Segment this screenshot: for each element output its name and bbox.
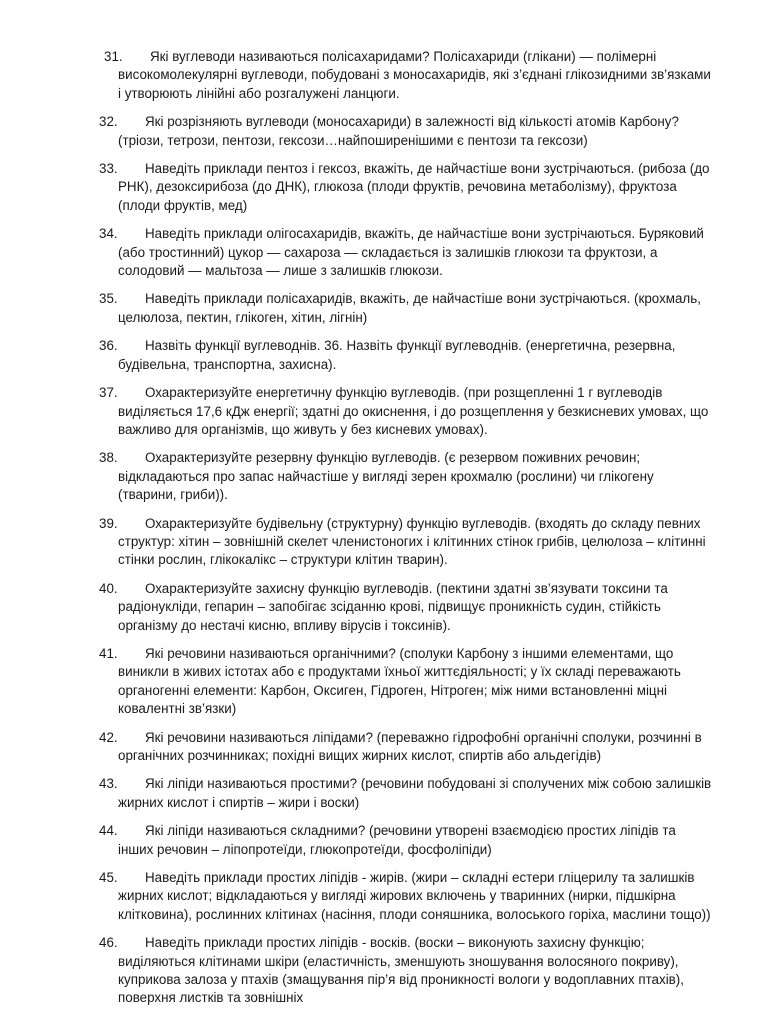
item-number: 39. bbox=[99, 515, 118, 531]
item-text: Охарактеризуйте енергетичну функцію вуглеводів. (при розщепленні 1 г вуглеводів виділяється 17,6 кДж енергії; здатні до окиснення, і до розщеплення у безкисневих умовах, що важливо для організмів, що живуть у без кисневих умовах). bbox=[118, 385, 709, 437]
list-item bbox=[99, 729, 714, 766]
item-text: Наведіть приклади полісахаридів, вкажіть, де найчастіше вони зустрічаються. (крохмаль, целюлоза, пектин, глікоген, хітин, лігнін) bbox=[118, 291, 701, 325]
item-text: Охарактеризуйте захисну функцію вуглеводів. (пектини здатні зв’язувати токсини та радіонукліди, гепарин – запобігає зсіданню крові, підвищує проникність судин, стійкість організму до нестачі кисню, впливу вірусів і токсинів). bbox=[118, 580, 668, 633]
item-text: Наведіть приклади простих ліпідів - восків. (воски – виконують захисну функцію; виділяються клітинами шкіри (еластичність, зменшують зношування волосяного покриву), куприкова залоза у птахів (змащування пір’я від проникності вологи у водоплавних птахів), поверхня листків та зовнішніх bbox=[118, 935, 684, 1006]
item-number: 42. bbox=[99, 729, 118, 745]
item-text: Назвіть функції вуглеводнів. 36. Назвіть функції вуглеводнів. (енергетична, резервна, будівельна, транспортна, захисна). bbox=[118, 338, 676, 372]
list-item bbox=[99, 934, 714, 1008]
item-text: Які ліпіди називаються складними? (речовини утворені взаємодією простих ліпідів та інших речовин – ліпопротеїди, глюкопротеїди, фосфоліпіди) bbox=[118, 823, 676, 857]
item-number: 46. bbox=[99, 935, 118, 951]
list-item bbox=[99, 337, 714, 374]
item-number: 35. bbox=[99, 291, 118, 307]
item-text: Наведіть приклади простих ліпідів - жирів. (жири – складні естери гліцерилу та залишків жирних кислот; відкладаються у вигляді жирових включень у тваринних (нирки, підшкірна клітковина), рослинних клітинах (насіння, плоди соняшника, волоського горіха, маслини тощо)) bbox=[118, 870, 711, 922]
list-item bbox=[99, 645, 714, 719]
list-item bbox=[99, 822, 714, 859]
list-item bbox=[99, 290, 714, 327]
list-item bbox=[99, 515, 714, 570]
item-text: Наведіть приклади пентоз і гексоз, вкажіть, де найчастіше вони зустрічаються. (рибоза (до РНК), дезоксирибоза (до ДНК), глюкоза (плоди фруктів, речовина метаболізму), фруктоза (плоди фруктів, мед) bbox=[118, 161, 710, 213]
item-number: 36. bbox=[99, 338, 118, 354]
item-number: 40. bbox=[99, 580, 118, 596]
item-number: 44. bbox=[99, 823, 118, 839]
item-text: Які речовини називаються органічними? (сполуки Карбону з іншими елементами, що виникли в живих істотах або є продуктами їхньої життєдіяльності; у їх складі переважають органогенні елементи: Карбон, Оксиген, Гідроген, Нітроген; між ними встановленні міцні ковалентні зв’язки) bbox=[118, 645, 681, 717]
item-text: Наведіть приклади олігосахаридів, вкажіть, де найчастіше вони зустрічаються. Буряковий (або тростинний) цукор — сахароза — складається із залишків глюкози та фруктози, а солодовий — мальтоза — лише з залишків глюкози. bbox=[118, 226, 704, 279]
item-number: 33. bbox=[99, 161, 118, 177]
list-item bbox=[99, 775, 714, 812]
list-item bbox=[99, 449, 714, 504]
item-number: 45. bbox=[99, 870, 118, 886]
item-text: Які вуглеводи називаються полісахаридами? Полісахариди (глікани) — полімерні високомолекулярні вуглеводи, побудовані з моносахаридів, які з’єднані глікозидними зв’язками і утворюють лінійні або розгалужені ланцюги. bbox=[118, 49, 711, 101]
item-text: Охарактеризуйте будівельну (структурну) функцію вуглеводів. (входять до складу певних структур: хітин – зовнішній скелет членистоногих і клітинних стінок грибів, целюлоза – клітинні стінки рослин, глікокалікс – структури клітин тварин). bbox=[118, 515, 706, 568]
list-item bbox=[99, 869, 714, 924]
item-number: 37. bbox=[99, 385, 118, 401]
item-text: Які ліпіди називаються простими? (речовини побудовані зі сполучених між собою залишків жирних кислот і спиртів – жири і воски) bbox=[118, 776, 712, 810]
list-item bbox=[99, 384, 714, 439]
item-text: Які речовини називаються ліпідами? (переважно гідрофобні органічні сполуки, розчинні в органічних розчинниках; похідні вищих жирних кислот, спиртів або альдегідів) bbox=[118, 729, 702, 763]
item-number: 43. bbox=[99, 776, 118, 792]
item-text: Які розрізняють вуглеводи (моносахариди) в залежності від кількості атомів Карбону? (тріози, тетрози, пентози, гексози…найпоширенішими є пентози та гексози) bbox=[118, 114, 679, 148]
item-number: 41. bbox=[99, 645, 118, 661]
list-item bbox=[99, 160, 714, 215]
item-number: 32. bbox=[99, 114, 118, 130]
question-list bbox=[99, 48, 714, 1018]
item-number: 38. bbox=[99, 450, 118, 466]
list-item bbox=[99, 225, 714, 280]
item-number: 31. bbox=[104, 49, 123, 64]
list-item bbox=[104, 48, 714, 103]
item-number: 34. bbox=[99, 226, 118, 242]
list-item bbox=[99, 113, 714, 150]
list-item bbox=[99, 580, 714, 635]
item-text: Охарактеризуйте резервну функцію вуглеводів. (є резервом поживних речовин; відкладаються про запас найчастіше у вигляді зерен крохмалю (рослини) чи глікогену (тварини, гриби)). bbox=[118, 450, 654, 503]
